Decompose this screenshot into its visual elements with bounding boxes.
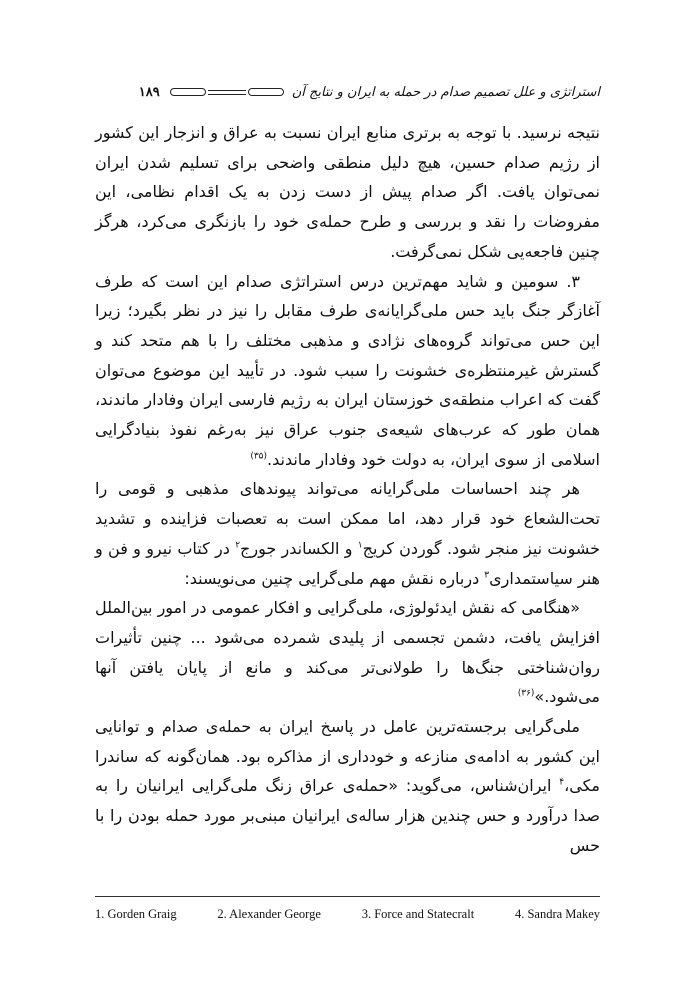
footnote-2: 2. Alexander George — [217, 907, 321, 921]
footnote-marker-2: ۲ — [235, 540, 241, 551]
paragraph-5-text-2: ایران‌شناس، می‌گوید: «حمله‌ی عراق زنگ ملی‌گرایی ایرانیان را به صدا درآورد و حس چندین هزار ساله‌ی ایرانیان مبنی‌بر مورد حمله بودن را با حس — [95, 776, 600, 855]
ornament-cap-left — [170, 88, 206, 96]
footnote-1: 1. Gorden Graig — [95, 907, 177, 921]
endnote-ref-36: (۳۶) — [517, 689, 535, 700]
paragraph-3-text-2: و الکساندر جورج — [240, 538, 358, 558]
footnotes — [95, 907, 600, 922]
paragraph-5 — [95, 712, 600, 861]
paragraph-3-text-4: درباره نقش مهم ملی‌گرایی چنین می‌نویسند: — [184, 568, 485, 588]
running-header — [95, 80, 600, 104]
page-number: ۱۸۹ — [138, 84, 160, 100]
header-title: استراتژی و علل تصمیم صدام در حمله به ایران و نتایج آن — [291, 84, 600, 100]
paragraph-2-text: ۳. سومین و شاید مهم‌ترین درس استراتژی صدام این است که طرف آغازگر جنگ باید حس ملی‌گرایانه‌ی طرف مقابل را نیز در نظر بگیرد؛ زیرا این حس می‌تواند گروه‌های نژادی و مذهبی مختلف را با هم متحد کند و گسترش غیرمنتظره‌ی خشونت را سبب شود. در تأیید این موضوع می‌توان گفت که اعراب منطقه‌ی خوزستان ایران به رژیم فارسی ایران وفادار ماندند، همان طور که عرب‌های شیعه‌ی جنوب عراق نیز به‌رغم نفوذ بنیادگرایی اسلامی از سوی ایران، به دولت خود وفادار ماندند. — [95, 271, 600, 469]
footnote-marker-3: ۳ — [484, 570, 490, 581]
quote-paragraph — [95, 593, 600, 712]
footnote-3: 3. Force and Statecralt — [361, 907, 475, 921]
header-ornament — [170, 88, 284, 96]
paragraph-3-text-3: در کتاب نیرو و فن و هنر سیاستمداری — [95, 538, 600, 588]
footnote-marker-4: ۴ — [559, 778, 565, 789]
paragraph-1 — [95, 118, 600, 267]
footnote-marker-1: ۱ — [357, 540, 363, 551]
body-text — [95, 118, 600, 861]
paragraph-5-text-1: ملی‌گرایی برجسته‌ترین عامل در پاسخ ایران به حمله‌ی صدام و توانایی این کشور به ادامه‌ی منازعه و خودداری از مذاکره بود. همان‌گونه که ساندرا مکی، — [95, 717, 600, 796]
ornament-bar — [208, 90, 246, 95]
ornament-cap-right — [248, 88, 284, 96]
footnote-divider — [95, 896, 600, 897]
paragraph-2 — [95, 267, 600, 475]
footnote-4: 4. Sandra Makey — [514, 907, 600, 921]
endnote-ref-35: (۳۵) — [250, 451, 268, 462]
paragraph-3-text-1: هر چند احساسات ملی‌گرایانه می‌تواند پیوندهای مذهبی و قومی را تحت‌الشعاع خود قرار دهد، اما ممکن است به تعصبات فزاینده و تشدید خشونت نیز منجر شود. گوردن کریج — [95, 479, 601, 558]
quote-text: «هنگامی که نقش ایدئولوژی، ملی‌گرایی و افکار عمومی در امور بین‌الملل افزایش یافت، دشمن تجسمی از پلیدی شمرده می‌شود ... چنین تأثیرات روان‌شناختی جنگ‌ها را طولانی‌تر می‌کند و مانع از پایان یافتن آنها می‌شود.» — [95, 598, 600, 707]
paragraph-3 — [95, 474, 600, 593]
paragraph-1-text: نتیجه نرسید. با توجه به برتری منابع ایران نسبت به عراق و انزجار این کشور از رژیم صدام حسین، هیچ دلیل منطقی واضحی برای تسلیم شدن ایران نمی‌توان یافت. اگر صدام پیش از دست زدن به یک اقدام نظامی، این مفروضات را نقد و بررسی و طرح حمله‌ی خود را بازنگری می‌کرد، هرگز چنین فاجعه‌یی شکل نمی‌گرفت. — [95, 123, 600, 261]
